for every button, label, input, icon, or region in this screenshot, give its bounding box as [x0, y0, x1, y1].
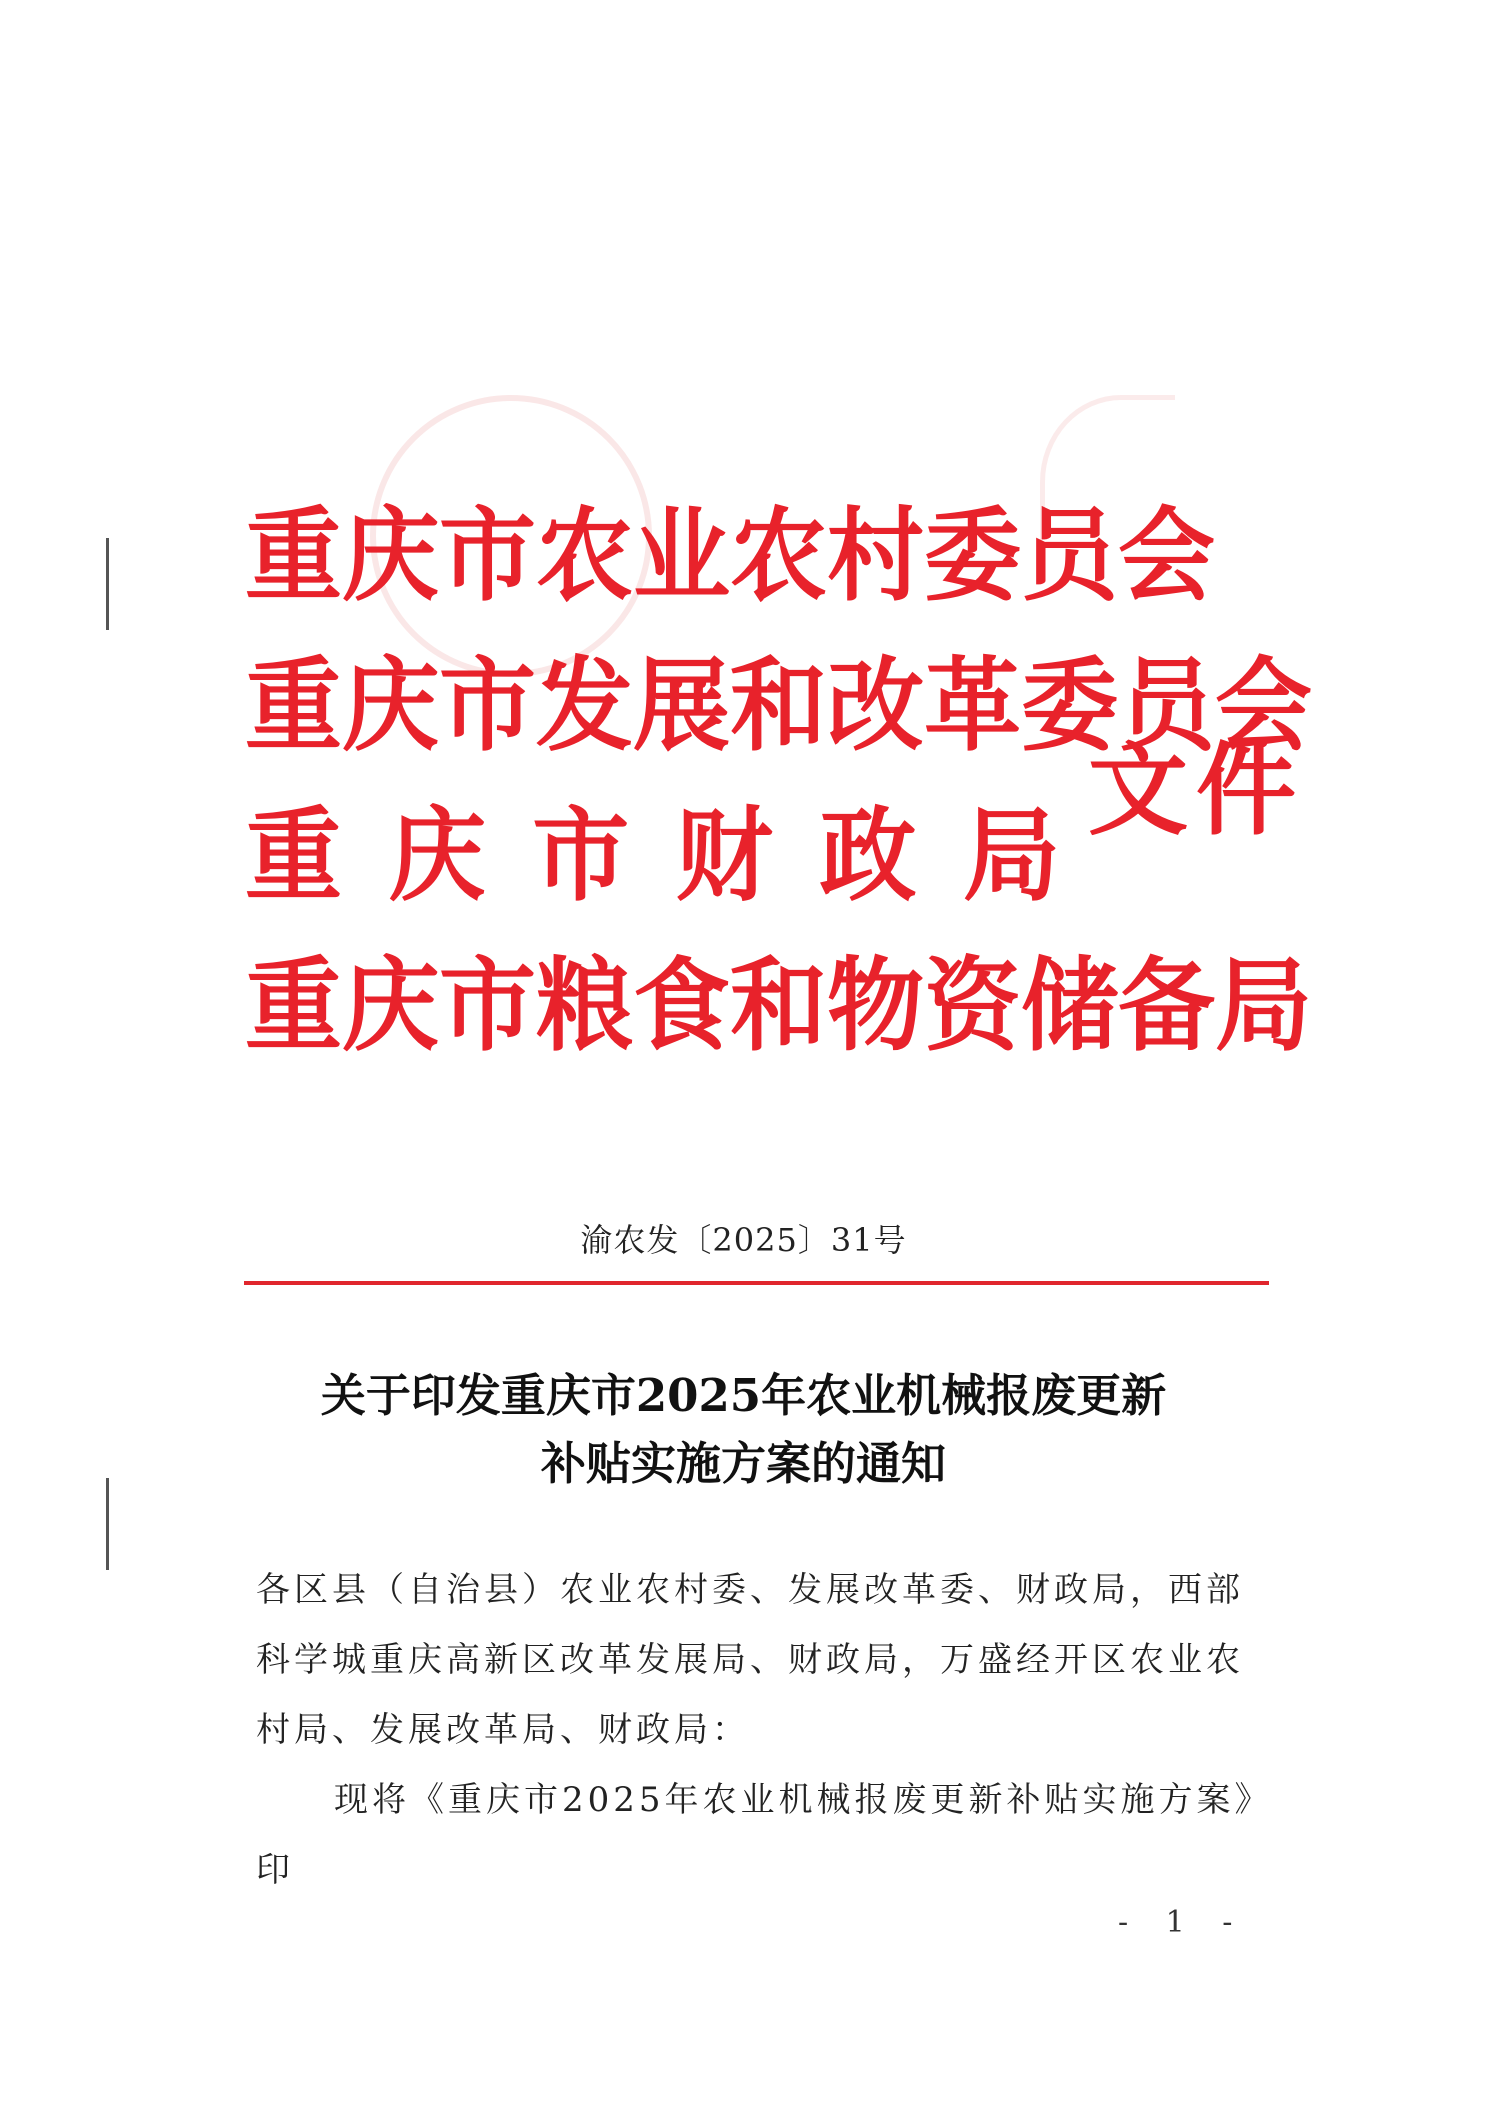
document-type-label: 文件 — [1088, 732, 1304, 849]
title-line: 关于印发重庆市2025年农业机械报废更新 — [320, 1369, 1167, 1422]
issuer-char: 政 — [819, 796, 917, 916]
issuer-char: 局 — [962, 796, 1060, 916]
issuer-line: 重庆市发展和改革委员会 — [245, 646, 1312, 766]
addressee-paragraph: 各区县（自治县）农业农村委、发展改革委、财政局，西部科学城重庆高新区改革发展局、财政局，万盛经开区农业农村局、发展改革局、财政局： — [256, 1570, 1244, 1750]
document-body — [256, 1555, 1266, 1905]
document-title — [0, 1362, 1487, 1498]
issuer-char: 庆 — [388, 796, 486, 916]
issuer-line-spread — [245, 796, 1060, 916]
issuer-char: 市 — [532, 796, 630, 916]
issuer-char: 财 — [675, 796, 773, 916]
issuer-line: 重庆市粮食和物资储备局 — [245, 946, 1312, 1066]
document-number: 渝农发〔2025〕31号 — [580, 1221, 907, 1259]
binding-mark — [106, 538, 109, 630]
page-number: - 1 - — [1118, 1905, 1247, 1940]
body-paragraph: 现将《重庆市2025年农业机械报废更新补贴实施方案》印 — [256, 1780, 1256, 1890]
title-line: 补贴实施方案的通知 — [540, 1437, 946, 1490]
issuer-char: 重 — [245, 796, 342, 916]
red-separator-rule — [244, 1281, 1269, 1285]
issuer-line: 重庆市农业农村委员会 — [245, 496, 1215, 616]
